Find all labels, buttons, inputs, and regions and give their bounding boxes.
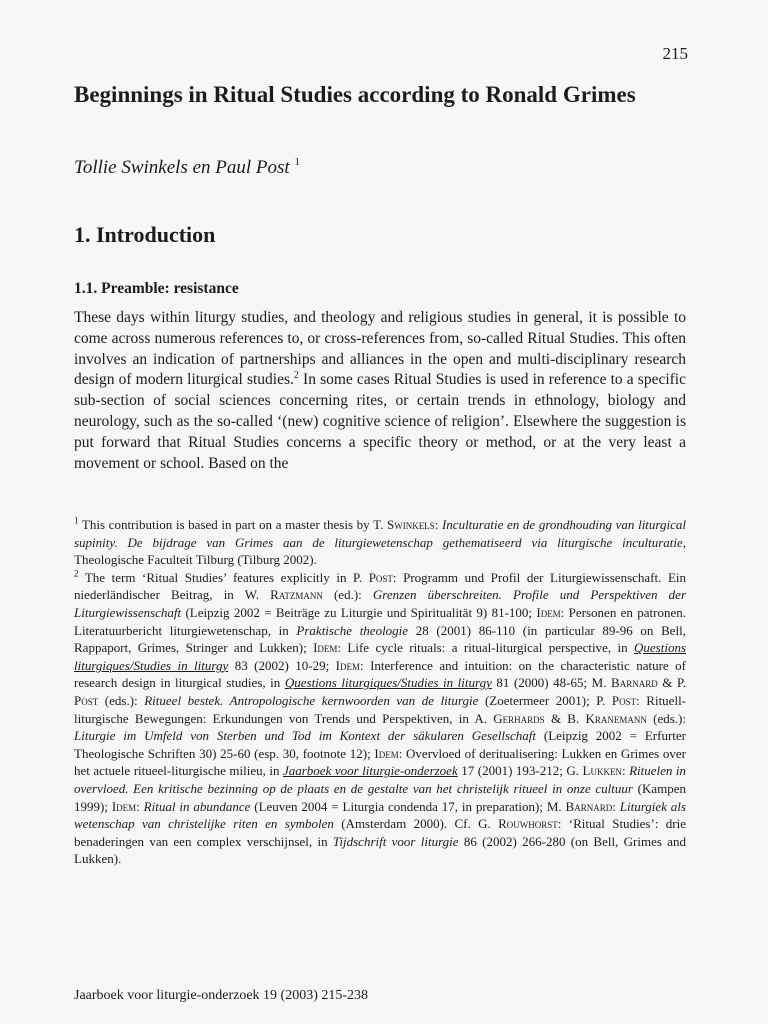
footnote-2: [74, 569, 686, 868]
work-title: Praktische theologie: [296, 622, 409, 638]
footnote-text: & B.: [544, 710, 586, 726]
author-name: Post: [368, 569, 393, 585]
author-name: Lukken: [582, 763, 622, 779]
author-name: Swinkels: [386, 517, 435, 532]
author-name: Rouwhorst: [498, 816, 558, 832]
footnote-text: 28 (2001) 86-110 (in particular 89-96 on Bell, Rappaport, Grimes, Stringer and Lukken);: [74, 622, 686, 656]
footnote-text: : ‘Ritual Studies’: drie benaderingen van een complex verschijnsel, in: [74, 816, 686, 849]
paragraph-text-2: In some cases Ritual Studies is used in reference to a specific sub-section of social sciences concerning rites, or certain trends in ethnology, biology and neurology, such as the so-called ‘(new) cognitive science of religion’. Elsewhere the suggestion is put forward that Ritual Studies concerns a specific theory or method, or at the very least a movement or school. Based on the: [74, 371, 686, 472]
work-title: Jaarboek voor liturgie-onderzoek: [282, 763, 458, 779]
paragraph-text-1: These days within liturgy studies, and theology and religious studies in general, it is possible to come across numerous references to, or cross-references from, so-called Ritual Studies. This often involves an indication of partnerships and alliances in the open and multi-disciplinary research design of modern liturgical studies.: [74, 309, 686, 389]
author-names: Tollie Swinkels en Paul Post: [74, 157, 290, 178]
footnote-text: : Personen en patronen. Literatuurbericht liturgiewetenschap, in: [74, 604, 686, 638]
footnote-ref-2[interactable]: 2: [293, 370, 299, 382]
footnote-text: (Kampen 1999);: [74, 780, 686, 814]
footnote-text: 86 (2002) 266-280 (on Bell, Grimes and Lukken).: [74, 833, 686, 867]
body-paragraph: [74, 308, 686, 474]
footnote-text: (Zoetermeer 2001); P.: [478, 692, 612, 708]
work-title: Liturgie im Umfeld von Sterben und Tod im Kontext der säkularen Gesellschaft: [74, 728, 537, 744]
footnote-text: (eds.):: [646, 710, 686, 726]
footnote-text: :: [612, 798, 620, 814]
footnote-text: (Leipzig 2002 = Erfurter Theologische Schriften 30) 25-60 (esp. 30, footnote 12);: [74, 728, 686, 761]
footnote-number: 1: [74, 515, 79, 526]
work-title: Tijdschrift voor liturgie: [332, 833, 459, 849]
footnote-text: : Programm und Profil der Liturgiewissenschaft. Ein niederländischer Beitrag, in W.: [74, 569, 686, 603]
footnote-text: (eds.):: [98, 692, 145, 708]
footnote-text: , Theologische Faculteit Tilburg (Tilburg 2002).: [74, 534, 686, 568]
footnote-text: :: [136, 798, 144, 814]
footnote-text: 83 (2002) 10-29;: [228, 657, 336, 673]
author-name: Idem: [374, 745, 399, 761]
footnote-text: 81 (2000) 48-65; M.: [491, 675, 612, 691]
author-name: Barnard: [565, 798, 613, 814]
work-title: Liturgiek als wetenschap van christelijke riten en symbolen: [74, 798, 686, 832]
footnote-text: The term ‘Ritual Studies’ features explicitly in P.: [78, 569, 369, 585]
work-title: Ritual in abundance: [143, 798, 251, 814]
work-title: Inculturatie en de grondhouding van liturgical supinity. De bijdrage van Grimes aan de liturgiewetenschap gethematiseerd via liturgische inculturatie: [74, 517, 686, 550]
author-name: Ratzmann: [270, 587, 323, 603]
work-title: Questions liturgiques/Studies in liturgy: [74, 640, 686, 673]
author-name: Gerhards: [493, 710, 545, 726]
footnote-text: This contribution is based in part on a master thesis by T.: [78, 517, 387, 532]
author-name: Kranemann: [585, 710, 647, 726]
author-name: Idem: [111, 798, 137, 814]
work-title: Grenzen überschreiten. Profile und Perspektiven der Liturgiewissenschaft: [74, 587, 687, 620]
author-name: Post: [611, 692, 637, 708]
author-name: Barnard: [611, 675, 658, 691]
footnote-text: : Overvloed of deritualisering: Lukken en Grimes over het actuele ritueel-liturgische milieu, in: [74, 745, 687, 779]
journal-citation-footer: Jaarboek voor liturgie-onderzoek 19 (2003) 215-238: [74, 988, 369, 1003]
author-name: Idem: [536, 604, 561, 620]
page-number: 215: [662, 44, 688, 63]
footnote-text: : Interference and intuition: on the characteristic nature of research design in liturgical studies, in: [74, 657, 686, 691]
footnote-text: :: [434, 517, 442, 532]
author-name: Idem: [335, 657, 361, 673]
article-title: Beginnings in Ritual Studies according to Ronald Grimes: [74, 82, 636, 107]
footnote-text: (Leuven 2004 = Liturgia condenda 17, in preparation); M.: [250, 798, 566, 814]
work-title: Questions liturgiques/Studies in liturgy: [284, 675, 492, 691]
footnote-text: & P.: [657, 675, 686, 691]
footnote-1: [74, 516, 686, 569]
footnote-text: :: [621, 763, 630, 779]
footnote-text: 17 (2001) 193-212; G.: [457, 763, 583, 779]
footnote-text: : Rituell-liturgische Bewegungen: Erkundungen von Trends und Perspektiven, in A.: [74, 692, 687, 726]
footnote-text: (ed.):: [322, 587, 373, 603]
article-authors: [74, 156, 300, 179]
author-name: Idem: [313, 640, 338, 656]
footnote-text: (Leipzig 2002 = Beiträge zu Liturgie und Spiritualität 9) 81-100;: [181, 604, 537, 620]
footnote-text: : Life cycle rituals: a ritual-liturgical perspective, in: [337, 640, 634, 656]
footnote-ref-1[interactable]: 1: [294, 156, 300, 168]
section-heading: 1. Introduction: [74, 222, 216, 247]
footnotes: [74, 516, 686, 868]
footnote-number: 2: [74, 568, 79, 579]
footnote-text: (Amsterdam 2000). Cf. G.: [333, 816, 499, 832]
work-title: Ritueel bestek. Antropologische kernwoorden van de liturgie: [144, 692, 479, 708]
subsection-heading: 1.1. Preamble: resistance: [74, 280, 239, 297]
author-name: Post: [74, 692, 99, 708]
work-title: Rituelen in overvloed. Een kritische bezinning op de plaats en de gestalte van het christelijk ritueel in onze cultuur: [74, 763, 686, 796]
